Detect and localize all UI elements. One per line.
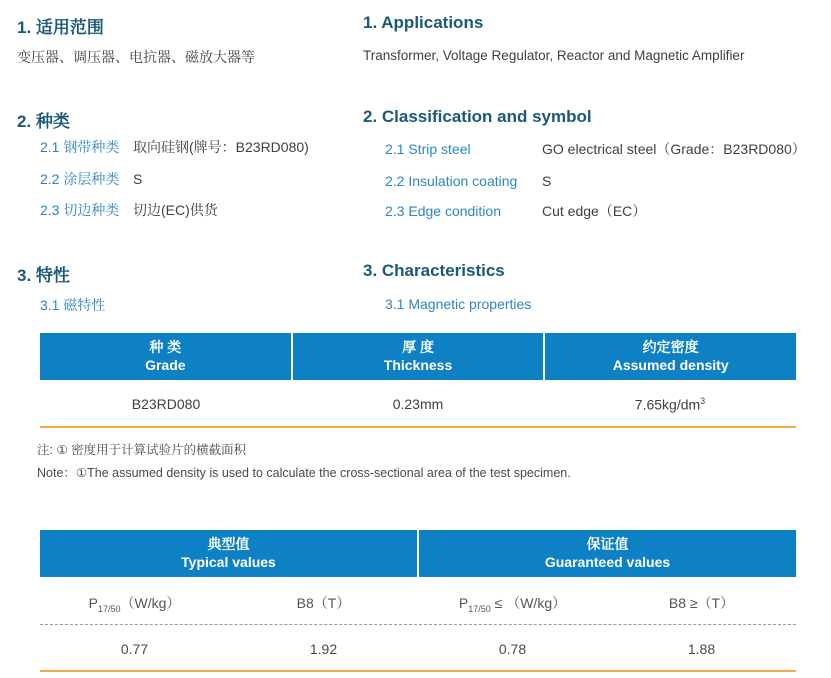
header-cell-guaranteed <box>419 530 796 577</box>
col-b8-guaranteed <box>607 593 796 614</box>
classification-item-zh <box>40 139 309 156</box>
header-en: Assumed density <box>612 357 729 374</box>
header-zh: 厚 度 <box>402 339 434 355</box>
item-value: S <box>133 171 143 187</box>
header-cell-typical <box>40 530 417 577</box>
item-label: 2.3 切边种类 <box>40 202 120 218</box>
value-cell: 0.77 <box>120 641 149 658</box>
note-en: Note：①The assumed density is used to calculate the cross-sectional area of the test specimen. <box>37 466 571 480</box>
col-p1750-guaranteed <box>418 593 607 614</box>
header-zh: 种 类 <box>149 339 182 355</box>
cell-thickness: 0.23mm <box>392 396 444 413</box>
classification-item-en <box>385 173 551 190</box>
header-en: Grade <box>145 357 186 374</box>
cell-grade: B23RD080 <box>131 396 201 413</box>
item-value: GO electrical steel（Grade：B23RD080） <box>542 141 806 157</box>
symbol-subscript: 17/50 <box>468 604 491 615</box>
item-value: 切边(EC)供货 <box>133 202 218 218</box>
section3-title-en: 3. Characteristics <box>363 261 505 280</box>
section1-title-zh: 1. 适用范围 <box>17 18 104 37</box>
density-table-header <box>40 333 796 380</box>
density-table <box>40 333 796 428</box>
unit: ≤ （W/kg） <box>490 595 567 612</box>
header-zh: 保证值 <box>586 536 629 552</box>
header-en: Guaranteed values <box>544 554 671 571</box>
item-label: 2.2 涂层种类 <box>40 171 120 187</box>
item-label: 2.2 Insulation coating <box>385 173 518 189</box>
symbol: B8 ≥ <box>668 595 698 612</box>
section3-sub-en: 3.1 Magnetic properties <box>385 296 532 312</box>
section1-title-en: 1. Applications <box>363 13 484 32</box>
section3-sub-zh: 3.1 磁特性 <box>40 297 106 313</box>
symbol-subscript: 17/50 <box>97 604 121 615</box>
item-value: 取向硅钢(牌号：B23RD080) <box>133 139 309 155</box>
header-cell-grade <box>40 333 291 380</box>
density-exponent: 3 <box>700 396 706 407</box>
value-cell: 1.88 <box>687 641 716 658</box>
section3-title-zh: 3. 特性 <box>17 266 70 285</box>
section1-body-zh: 变压器、调压器、电抗器、磁放大器等 <box>17 49 255 65</box>
header-zh: 典型值 <box>207 536 250 552</box>
section2-title-zh: 2. 种类 <box>17 112 70 131</box>
unit: （W/kg） <box>120 595 181 612</box>
unit: （T） <box>313 595 351 612</box>
item-label: 2.1 钢带种类 <box>40 139 120 155</box>
values-table-subheader <box>40 593 796 614</box>
unit: （T） <box>697 595 735 612</box>
table-row <box>40 380 796 428</box>
classification-item-zh <box>40 171 142 188</box>
header-zh: 约定密度 <box>642 339 699 355</box>
header-en: Thickness <box>383 357 453 374</box>
section2-title-en: 2. Classification and symbol <box>363 107 592 126</box>
classification-item-en <box>385 141 806 158</box>
orange-rule <box>40 670 796 672</box>
header-cell-density <box>545 333 796 380</box>
symbol: P <box>458 595 469 612</box>
item-value: S <box>542 173 552 189</box>
values-table-row <box>40 641 796 657</box>
classification-item-en <box>385 203 646 220</box>
col-b8-typical <box>229 593 418 614</box>
symbol: P <box>88 595 98 612</box>
header-cell-thickness <box>293 333 544 380</box>
item-label: 2.3 Edge condition <box>385 203 501 219</box>
values-table-header <box>40 530 796 577</box>
value-cell: 1.92 <box>309 641 338 658</box>
dashed-divider <box>40 624 796 625</box>
note-zh: 注: ① 密度用于计算试验片的横截面积 <box>37 443 247 457</box>
classification-item-zh <box>40 202 218 219</box>
section1-body-en: Transformer, Voltage Regulator, Reactor and Magnetic Amplifier <box>363 48 745 63</box>
symbol: B8 <box>296 595 314 612</box>
item-label: 2.1 Strip steel <box>385 141 471 157</box>
value-cell: 0.78 <box>498 641 527 658</box>
header-en: Typical values <box>181 554 276 571</box>
values-table <box>40 530 796 672</box>
col-p1750-typical <box>40 593 229 614</box>
item-value: Cut edge（EC） <box>542 203 647 219</box>
cell-density <box>544 380 796 426</box>
density-value: 7.65kg/dm <box>634 397 701 414</box>
